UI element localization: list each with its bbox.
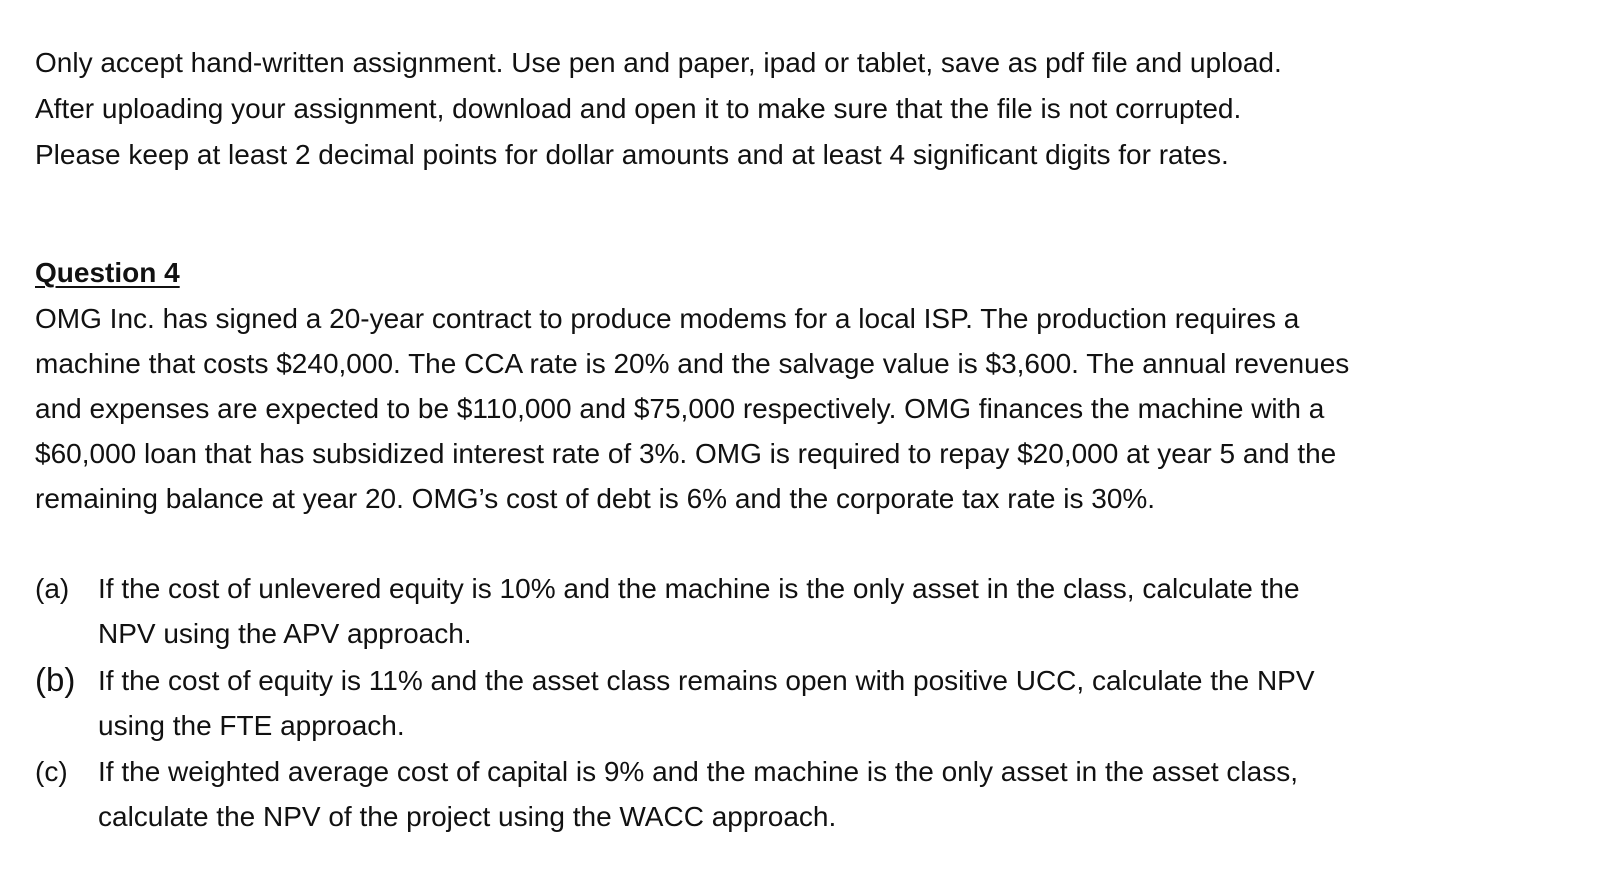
instruction-line-3: Please keep at least 2 decimal points for dollar amounts and at least 4 significant digits for rates. bbox=[35, 139, 1229, 170]
part-a-line-1: If the cost of unlevered equity is 10% and the machine is the only asset in the class, calculate the bbox=[98, 573, 1300, 604]
part-c-line-1: If the weighted average cost of capital is 9% and the machine is the only asset in the asset class, bbox=[98, 756, 1299, 787]
instruction-line-1: Only accept hand-written assignment. Use pen and paper, ipad or tablet, save as pdf file and upload. bbox=[35, 47, 1282, 78]
question-body-line-4: $60,000 loan that has subsidized interest rate of 3%. OMG is required to repay $20,000 at year 5 and the bbox=[35, 438, 1337, 469]
question-body-line-2: machine that costs $240,000. The CCA rate is 20% and the salvage value is $3,600. The annual revenues bbox=[35, 348, 1350, 379]
part-c-label: (c) bbox=[35, 756, 68, 787]
question-body-line-3: and expenses are expected to be $110,000 and $75,000 respectively. OMG finances the machine with a bbox=[35, 393, 1325, 424]
part-b-label: (b) bbox=[35, 661, 76, 698]
part-a-label: (a) bbox=[35, 573, 70, 604]
question-heading: Question 4 bbox=[35, 257, 180, 288]
question-body-line-5: remaining balance at year 20. OMG’s cost of debt is 6% and the corporate tax rate is 30%. bbox=[35, 483, 1156, 514]
instruction-line-2: After uploading your assignment, download and open it to make sure that the file is not corrupted. bbox=[35, 93, 1242, 124]
part-b-line-1: If the cost of equity is 11% and the asset class remains open with positive UCC, calculate the NPV bbox=[98, 665, 1315, 696]
question-body-line-1: OMG Inc. has signed a 20-year contract to produce modems for a local ISP. The production requires a bbox=[35, 303, 1300, 334]
part-b-line-2: using the FTE approach. bbox=[98, 710, 405, 741]
part-a-line-2: NPV using the APV approach. bbox=[98, 618, 472, 649]
part-c-line-2: calculate the NPV of the project using the WACC approach. bbox=[98, 801, 837, 832]
